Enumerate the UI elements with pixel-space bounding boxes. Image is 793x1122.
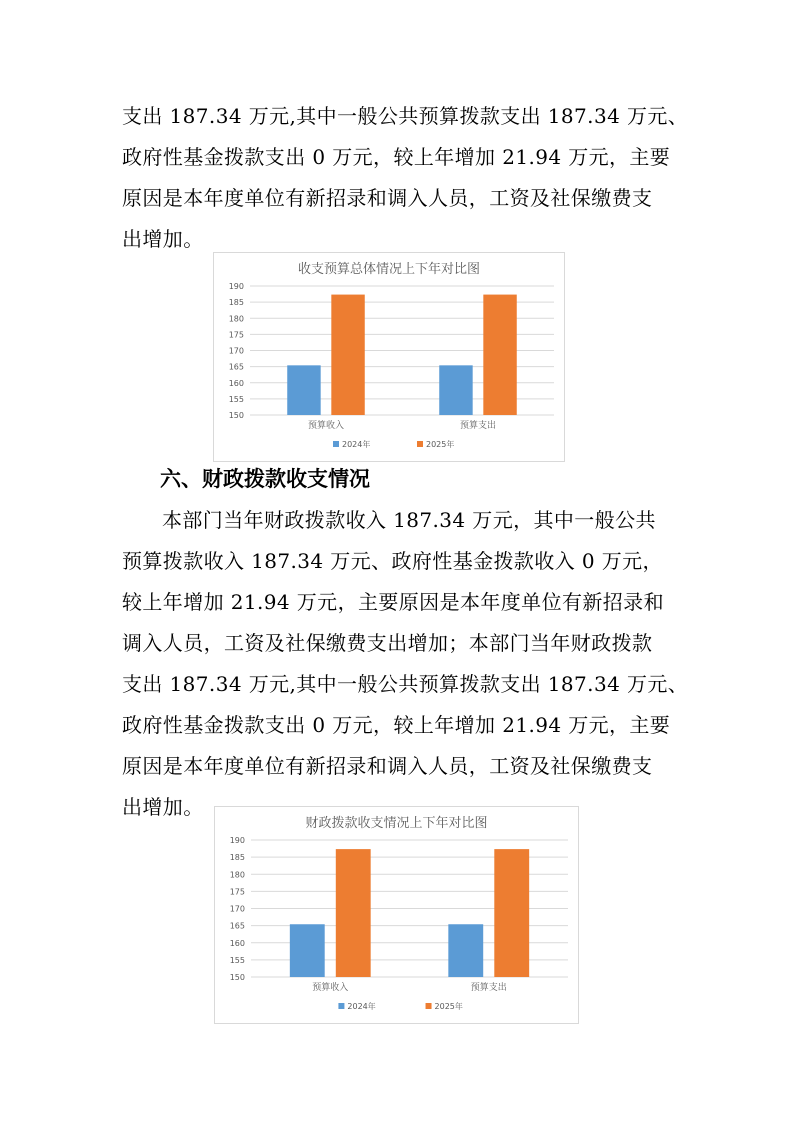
y-tick-label: 165 [228, 362, 244, 372]
legend-swatch [338, 1003, 344, 1009]
bar-2025年-预算收入 [336, 849, 371, 977]
section-heading: 六、财政拨款收支情况 [160, 467, 370, 491]
y-tick-label: 165 [229, 921, 245, 931]
paragraph-line: 支出 187.34 万元,其中一般公共预算拨款支出 187.34 万元、 [122, 672, 689, 696]
y-tick-label: 190 [229, 836, 245, 845]
paragraph-line: 较上年增加 21.94 万元，主要原因是本年度单位有新招录和 [122, 590, 664, 614]
y-tick-label: 175 [229, 887, 245, 897]
bar-2025年-预算收入 [331, 295, 364, 415]
y-tick-label: 150 [228, 411, 244, 420]
paragraph-line: 政府性基金拨款支出 0 万元，较上年增加 21.94 万元，主要 [122, 713, 671, 737]
paragraph-line: 原因是本年度单位有新招录和调入人员，工资及社保缴费支 [122, 186, 653, 210]
y-tick-label: 175 [228, 330, 244, 340]
legend-label: 2024年 [342, 440, 371, 449]
bar-2024年-预算收入 [290, 924, 325, 977]
y-tick-label: 155 [229, 955, 245, 965]
y-tick-label: 185 [228, 298, 244, 308]
bar-chart-svg [215, 807, 578, 1023]
paragraph-budget-summary [122, 96, 689, 260]
bar-2024年-预算收入 [287, 365, 320, 415]
y-tick-label: 185 [229, 853, 245, 863]
x-category-label: 预算支出 [459, 421, 497, 431]
legend-label: 2025年 [426, 440, 455, 449]
y-tick-label: 155 [228, 394, 244, 404]
x-category-label: 预算收入 [312, 983, 349, 993]
y-tick-label: 190 [228, 282, 244, 291]
y-tick-label: 180 [229, 870, 245, 880]
paragraph-line: 原因是本年度单位有新招录和调入人员，工资及社保缴费支 [122, 754, 653, 778]
x-category-label: 预算收入 [307, 421, 345, 431]
paragraph-fiscal-appropriation [122, 500, 689, 828]
bar-2025年-预算支出 [483, 295, 516, 415]
y-tick-label: 160 [228, 378, 244, 388]
paragraph-line: 支出 187.34 万元,其中一般公共预算拨款支出 187.34 万元、 [122, 104, 689, 128]
bar-2024年-预算支出 [439, 365, 472, 415]
legend-label: 2024年 [347, 1002, 376, 1011]
legend-swatch [333, 441, 339, 447]
chart-title: 财政拨款收支情况上下年对比图 [305, 816, 488, 831]
chart-fiscal-appropriation [214, 806, 579, 1024]
y-tick-label: 180 [228, 314, 244, 324]
paragraph-line: 预算拨款收入 187.34 万元、政府性基金拨款收入 0 万元， [122, 549, 663, 573]
paragraph-line: 出增加。 [122, 795, 204, 819]
bar-2025年-预算支出 [494, 849, 529, 977]
paragraph-line: 政府性基金拨款支出 0 万元，较上年增加 21.94 万元，主要 [122, 145, 671, 169]
chart-budget-overview [213, 252, 565, 462]
x-category-label: 预算支出 [470, 983, 507, 993]
paragraph-line: 本部门当年财政拨款收入 187.34 万元，其中一般公共 [162, 508, 656, 532]
y-tick-label: 150 [229, 973, 245, 982]
y-tick-label: 170 [229, 904, 245, 914]
bar-chart-svg [214, 253, 564, 461]
y-tick-label: 170 [228, 346, 244, 356]
bar-2024年-预算支出 [448, 924, 483, 977]
paragraph-line: 调入人员，工资及社保缴费支出增加；本部门当年财政拨款 [122, 631, 653, 655]
paragraph-line: 出增加。 [122, 227, 204, 251]
y-tick-label: 160 [229, 938, 245, 948]
chart-title: 收支预算总体情况上下年对比图 [297, 262, 481, 277]
legend-label: 2025年 [434, 1002, 463, 1011]
legend-swatch [426, 1003, 432, 1009]
legend-swatch [417, 441, 423, 447]
